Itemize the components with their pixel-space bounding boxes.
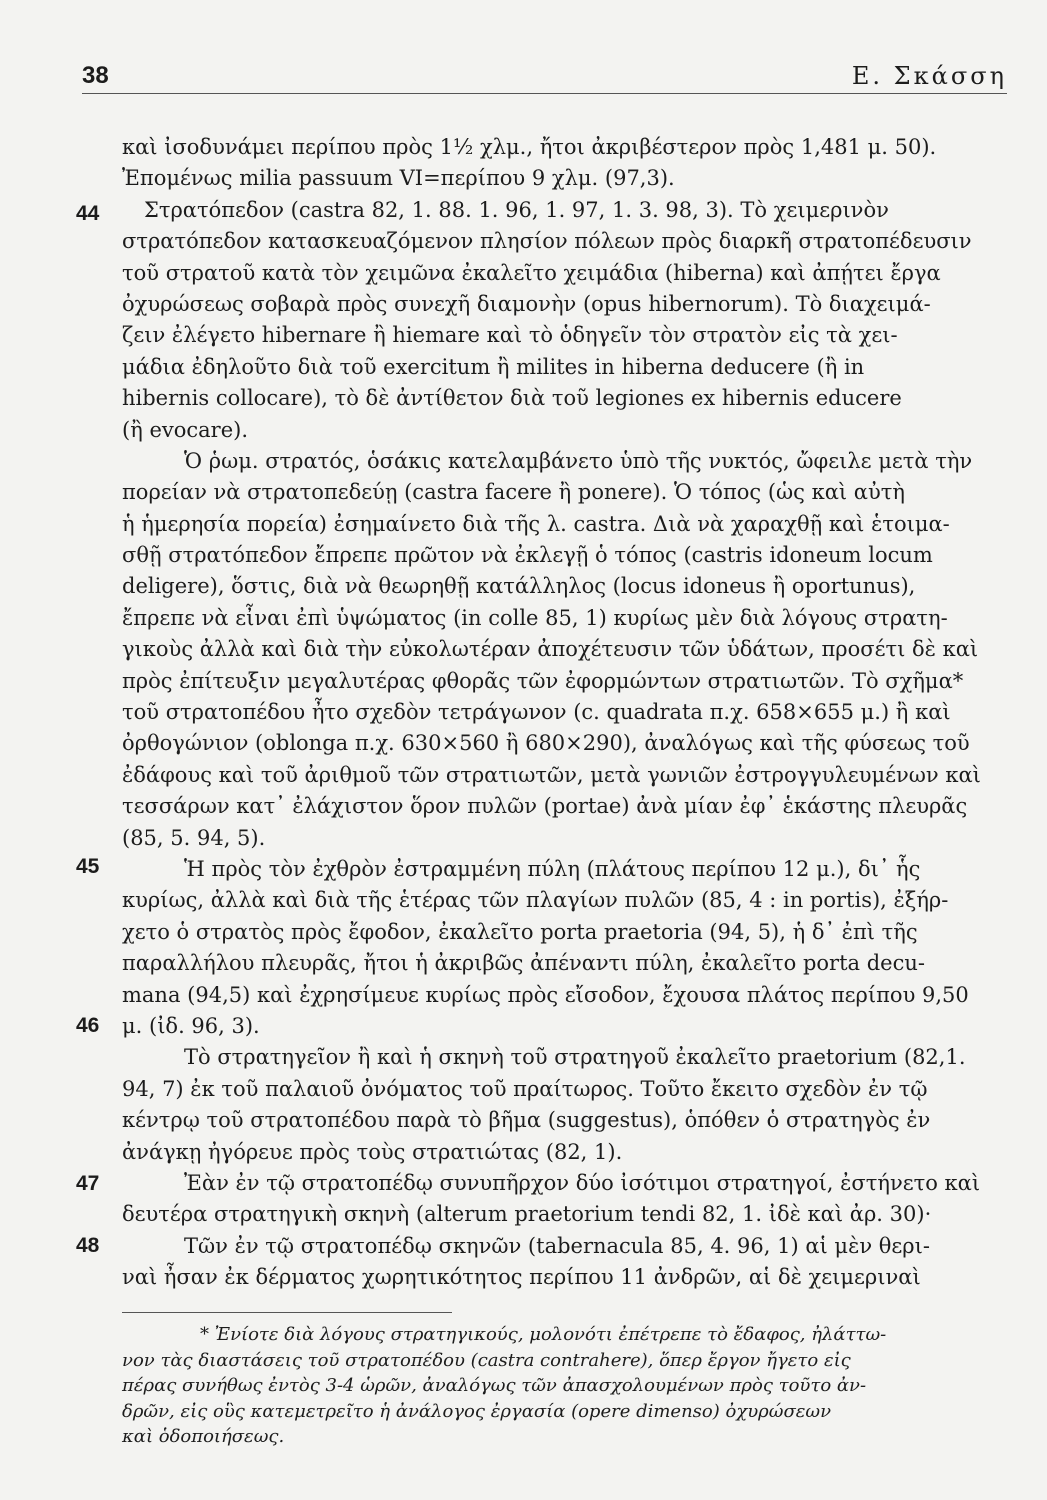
footnote-line: δρῶν, εἰς οὓς κατεμετρεῖτο ἡ ἀνάλογος ἐργασία (opere dimenso) ὀχυρώσεων [122,1400,832,1422]
body-line: μ. (ἰδ. 96, 3). [122,1013,260,1038]
body-line: ζειν ἐλέγετο hibernare ἢ hiemare καὶ τὸ ὁδηγεῖν τὸν στρατὸν εἰς τὰ χει- [122,323,898,348]
footnote-rule [122,1312,452,1313]
footnote-line: * Ἐνίοτε διὰ λόγους στρατηγικούς, μολονότι ἐπέτρεπε τὸ ἔδαφος, ἠλάττω- [200,1324,887,1345]
body-line: ναὶ ἦσαν ἐκ δέρματος χωρητικότητος περίπου 11 ἀνδρῶν, αἱ δὲ χειμεριναὶ [122,1265,921,1290]
body-line: τεσσάρων κατ᾽ ἐλάχιστον ὅρον πυλῶν (portae) ἀνὰ μίαν ἐφ᾽ ἑκάστης πλευρᾶς [122,794,968,819]
body-line: στρατόπεδον κατασκευαζόμενον πλησίον πόλεων πρὸς διαρκῆ στρατοπέδευσιν [122,229,972,254]
running-head: Ε. Σκάσση [851,62,1007,90]
footnotes [122,1322,1007,1450]
body-line: παραλλήλου πλευρᾶς, ἤτοι ἡ ἀκριβῶς ἀπέναντι πύλη, ἐκαλεῖτο porta decu- [122,951,925,976]
section-number-45: 45 [76,855,100,878]
body-line: σθῇ στρατόπεδον ἔπρεπε πρῶτον νὰ ἐκλεγῇ ὁ τόπος (castris idoneum locum [122,543,933,568]
body-line: Τῶν ἐν τῷ στρατοπέδῳ σκηνῶν (tabernacula 85, 4. 96, 1) αἱ μὲν θερι- [184,1233,930,1258]
body-line: τοῦ στρατοῦ κατὰ τὸν χειμῶνα ἐκαλεῖτο χειμάδια (hiberna) καὶ ἀπῄτει ἔργα [122,260,941,285]
body-line: ἔπρεπε νὰ εἶναι ἐπὶ ὑψώματος (in colle 85, 1) κυρίως μὲν διὰ λόγους στρατη- [122,605,948,630]
body-line: καὶ ἰσοδυνάμει περίπου πρὸς 1½ χλμ., ἤτοι ἀκριβέστερον πρὸς 1,481 μ. 50). [122,135,937,159]
body-text [122,132,1007,1293]
body-line: Ὁ ῥωμ. στρατός, ὁσάκις κατελαμβάνετο ὑπὸ τῆς νυκτός, ὤφειλε μετὰ τὴν [184,448,973,473]
header-rule [82,93,1007,94]
body-line: Στρατόπεδον (castra 82, 1. 88. 1. 96, 1. 97, 1. 3. 98, 3). Τὸ χειμερινὸν [144,197,889,222]
body-line: 94, 7) ἐκ τοῦ παλαιοῦ ὀνόματος τοῦ πραίτωρος. Τοῦτο ἔκειτο σχεδὸν ἐν τῷ [122,1076,928,1101]
body-line: δευτέρα στρατηγικὴ σκηνὴ (alterum praetorium tendi 82, 1. ἰδὲ καὶ ἀρ. 30)· [122,1202,932,1227]
body-line: ὀχυρώσεως σοβαρὰ πρὸς συνεχῆ διαμονὴν (opus hibernorum). Τὸ διαχειμά- [122,291,931,316]
section-number-46: 46 [76,1014,100,1037]
footnote-line: νον τὰς διαστάσεις τοῦ στρατοπέδου (castra contrahere), ὅπερ ἔργον ἤγετο εἰς [122,1349,851,1371]
body-line: ὀρθογώνιον (oblonga π.χ. 630×560 ἢ 680×290), ἀναλόγως καὶ τῆς φύσεως τοῦ [122,731,970,756]
body-line: ἐδάφους καὶ τοῦ ἀριθμοῦ τῶν στρατιωτῶν, μετὰ γωνιῶν ἐστρογγυλευμένων καὶ [122,762,981,787]
footnote-line: καὶ ὁδοποιήσεως. [122,1426,285,1447]
section-number-48: 48 [76,1234,100,1257]
page-number: 38 [82,62,109,89]
body-line: hibernis collocare), τὸ δὲ ἀντίθετον διὰ τοῦ legiones ex hibernis educere [122,386,902,411]
body-line: (85, 5. 94, 5). [122,825,266,850]
body-line: πρὸς ἐπίτευξιν μεγαλυτέρας φθορᾶς τῶν ἐφορμώντων στρατιωτῶν. Τὸ σχῆμα* [122,668,964,693]
body-line: κέντρῳ τοῦ στρατοπέδου παρὰ τὸ βῆμα (suggestus), ὁπόθεν ὁ στρατηγὸς ἐν [122,1108,931,1133]
body-line: ἡ ἡμερησία πορεία) ἐσημαίνετο διὰ τῆς λ. castra. Διὰ νὰ χαραχθῇ καὶ ἑτοιμα- [122,511,950,536]
body-line: πορείαν νὰ στρατοπεδεύῃ (castra facere ἢ ponere). Ὁ τόπος (ὡς καὶ αὐτὴ [122,480,905,505]
footnote-line: πέρας συνήθως ἐντὸς 3-4 ὡρῶν, ἀναλόγως τῶν ἀπασχολουμένων πρὸς τοῦτο ἀν- [122,1375,867,1396]
body-line: deligere), ὅστις, διὰ νὰ θεωρηθῇ κατάλληλος (locus idoneus ἢ oportunus), [122,574,916,599]
body-line: χετο ὁ στρατὸς πρὸς ἔφοδον, ἐκαλεῖτο porta praetoria (94, 5), ἡ δ᾽ ἐπὶ τῆς [122,919,918,944]
body-line: (ἢ evocare). [122,417,248,442]
body-line: κυρίως, ἀλλὰ καὶ διὰ τῆς ἑτέρας τῶν πλαγίων πυλῶν (85, 4 : in portis), ἐξήρ- [122,888,949,913]
body-line: mana (94,5) καὶ ἐχρησίμευε κυρίως πρὸς εἴσοδον, ἔχουσα πλάτος περίπου 9,50 [122,982,969,1007]
body-line: τοῦ στρατοπέδου ἦτο σχεδὸν τετράγωνον (c. quadrata π.χ. 658×655 μ.) ἢ καὶ [122,700,951,725]
body-line: γικοὺς ἀλλὰ καὶ διὰ τὴν εὐκολωτέραν ἀποχέτευσιν τῶν ὑδάτων, προσέτι δὲ καὶ [122,637,979,662]
body-line: Ἐὰν ἐν τῷ στρατοπέδῳ συνυπῆρχον δύο ἰσότιμοι στρατηγοί, ἐστήνετο καὶ [184,1170,981,1195]
page-header [82,62,1007,96]
body-line: Τὸ στρατηγεῖον ἢ καὶ ἡ σκηνὴ τοῦ στρατηγοῦ ἐκαλεῖτο praetorium (82,1. [184,1045,966,1070]
section-number-44: 44 [76,202,100,225]
section-number-47: 47 [76,1172,100,1195]
body-line: Ἡ πρὸς τὸν ἐχθρὸν ἐστραμμένη πύλη (πλάτους περίπου 12 μ.), δι᾽ ἧς [184,856,921,881]
body-line: ἀνάγκῃ ἠγόρευε πρὸς τοὺς στρατιώτας (82, 1). [122,1139,623,1164]
body-line: μάδια ἐδηλοῦτο διὰ τοῦ exercitum ἢ milites in hiberna deducere (ἢ in [122,354,865,379]
body-line: Ἐπομένως milia passuum VI=περίπου 9 χλμ. (97,3). [122,166,675,191]
